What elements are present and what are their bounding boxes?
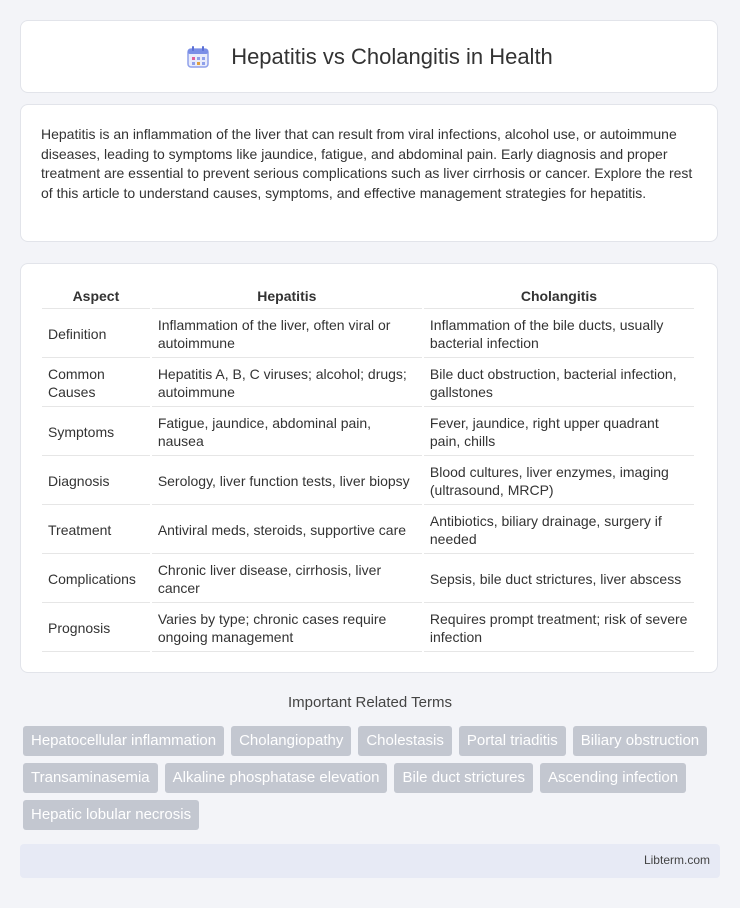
header-hepatitis: Hepatitis: [152, 284, 422, 309]
table-header-row: [42, 284, 694, 309]
header-card: [20, 20, 718, 93]
intro-text: Hepatitis is an inflammation of the liver that can result from viral infections, alcohol use, or autoimmune diseases, leading to symptoms like jaundice, fatigue, and abdominal pain. Early diagnosis and proper treatment are essential to prevent serious complications such as liver cirrhosis or cancer. Explore the rest of this article to understand causes, symptoms, and effective management strategies for hepatitis.: [41, 126, 693, 201]
footer-site-link[interactable]: Libterm.com: [643, 853, 710, 867]
cell-cholangitis: Blood cultures, liver enzymes, imaging (ultrasound, MRCP): [424, 458, 694, 505]
related-term-tag[interactable]: Bile duct strictures: [394, 763, 533, 793]
comparison-table: [40, 282, 696, 654]
cell-aspect: Definition: [42, 311, 150, 358]
cell-cholangitis: Inflammation of the bile ducts, usually bacterial infection: [424, 311, 694, 358]
page-title: Hepatitis vs Cholangitis in Health: [231, 43, 553, 69]
table-row: [42, 556, 694, 603]
related-term-tag[interactable]: Portal triaditis: [459, 726, 566, 756]
header-aspect: Aspect: [42, 284, 150, 309]
related-term-tag[interactable]: Ascending infection: [540, 763, 686, 793]
related-term-tag[interactable]: Hepatic lobular necrosis: [23, 800, 199, 830]
related-terms-list: [23, 726, 723, 830]
cell-cholangitis: Requires prompt treatment; risk of severe infection: [424, 605, 694, 652]
cell-cholangitis: Sepsis, bile duct strictures, liver abscess: [424, 556, 694, 603]
table-row: [42, 360, 694, 407]
cell-hepatitis: Varies by type; chronic cases require ongoing management: [152, 605, 422, 652]
cell-aspect: Common Causes: [42, 360, 150, 407]
related-terms-title: Important Related Terms: [288, 694, 452, 711]
table-row: [42, 458, 694, 505]
cell-cholangitis: Bile duct obstruction, bacterial infection, gallstones: [424, 360, 694, 407]
related-term-tag[interactable]: Cholangiopathy: [231, 726, 351, 756]
cell-hepatitis: Serology, liver function tests, liver biopsy: [152, 458, 422, 505]
cell-aspect: Diagnosis: [42, 458, 150, 505]
related-term-tag[interactable]: Transaminasemia: [23, 763, 158, 793]
cell-cholangitis: Antibiotics, biliary drainage, surgery if needed: [424, 507, 694, 554]
related-term-tag[interactable]: Hepatocellular inflammation: [23, 726, 224, 756]
related-term-tag[interactable]: Alkaline phosphatase elevation: [165, 763, 388, 793]
related-term-tag[interactable]: Cholestasis: [358, 726, 452, 756]
cell-hepatitis: Chronic liver disease, cirrhosis, liver cancer: [152, 556, 422, 603]
cell-aspect: Symptoms: [42, 409, 150, 456]
comparison-table-card: [20, 263, 718, 673]
cell-hepatitis: Inflammation of the liver, often viral or autoimmune: [152, 311, 422, 358]
calendar-grid-icon: [185, 44, 211, 70]
table-row: [42, 311, 694, 358]
cell-hepatitis: Fatigue, jaundice, abdominal pain, nausea: [152, 409, 422, 456]
cell-aspect: Prognosis: [42, 605, 150, 652]
intro-card: [20, 104, 718, 242]
table-row: [42, 605, 694, 652]
cell-hepatitis: Hepatitis A, B, C viruses; alcohol; drugs; autoimmune: [152, 360, 422, 407]
table-row: [42, 507, 694, 554]
header-cholangitis: Cholangitis: [424, 284, 694, 309]
cell-aspect: Treatment: [42, 507, 150, 554]
cell-hepatitis: Antiviral meds, steroids, supportive care: [152, 507, 422, 554]
cell-cholangitis: Fever, jaundice, right upper quadrant pain, chills: [424, 409, 694, 456]
cell-aspect: Complications: [42, 556, 150, 603]
footer: [20, 844, 720, 878]
related-term-tag[interactable]: Biliary obstruction: [573, 726, 707, 756]
table-row: [42, 409, 694, 456]
